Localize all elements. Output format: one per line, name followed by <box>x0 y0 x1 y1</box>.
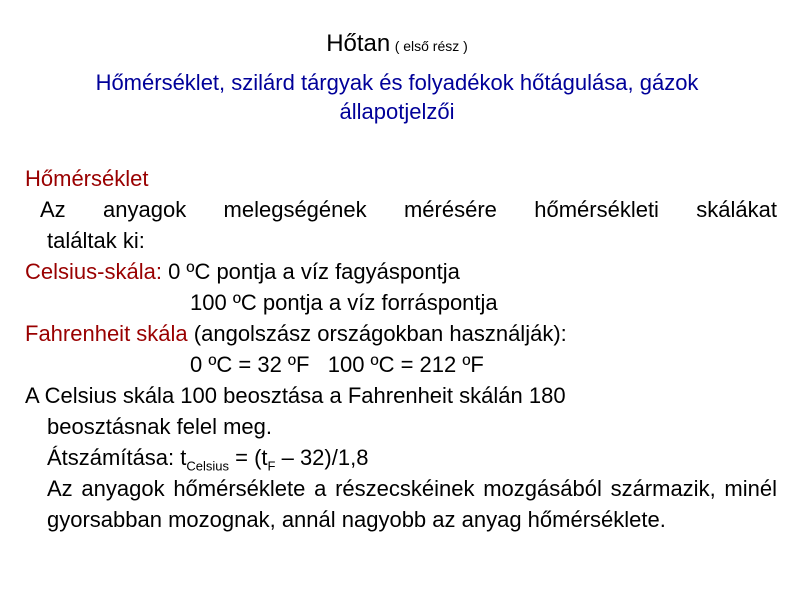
fahrenheit-label: Fahrenheit skála <box>25 321 188 346</box>
para1-line-1: Az anyagok melegségének mérésére hőmérsékleti skálákat <box>40 197 777 222</box>
para1-line-2: találtak ki: <box>47 228 145 253</box>
celsius-label: Celsius-skála: <box>25 259 162 284</box>
celsius-point-1: 0 ºC pontja a víz fagyáspontja <box>168 259 460 284</box>
title-sub: ( első rész ) <box>394 38 468 54</box>
fahrenheit-rest: (angolszász országokban használják): <box>193 321 567 346</box>
closing-paragraph: Az anyagok hőmérséklete a részecskéinek mozgásából származik, minél gyorsabban mozognak, annál nagyobb az anyag hőmérséklete. <box>47 476 777 532</box>
scale-note-line-1: A Celsius skála 100 beosztása a Fahrenheit skálán 180 <box>25 383 566 408</box>
conversion-sub-celsius: Celsius <box>186 458 230 474</box>
section-heading: Hőmérséklet <box>25 166 149 191</box>
conversion-prefix: Átszámítása: t <box>47 445 187 470</box>
celsius-line-1 <box>25 256 777 287</box>
subtitle-line-2: állapotjelzői <box>339 99 455 124</box>
slide-subtitle <box>0 68 794 126</box>
conversion-suffix: – 32)/1,8 <box>275 445 369 470</box>
conversion-formula <box>25 442 777 473</box>
fahrenheit-equation: 0 ºC = 32 ºF 100 ºC = 212 ºF <box>190 352 484 377</box>
scale-note-line-2: beosztásnak felel meg. <box>47 414 273 439</box>
fahrenheit-line <box>25 318 777 349</box>
title-main: Hőtan <box>326 30 391 57</box>
slide-body <box>25 163 777 535</box>
slide-title <box>0 30 794 58</box>
subtitle-line-1: Hőmérséklet, szilárd tárgyak és folyadékok hőtágulása, gázok <box>95 70 699 95</box>
conversion-sub-f: F <box>267 458 276 474</box>
conversion-middle: = (t <box>229 445 268 470</box>
celsius-point-2: 100 ºC pontja a víz forráspontja <box>190 290 498 315</box>
